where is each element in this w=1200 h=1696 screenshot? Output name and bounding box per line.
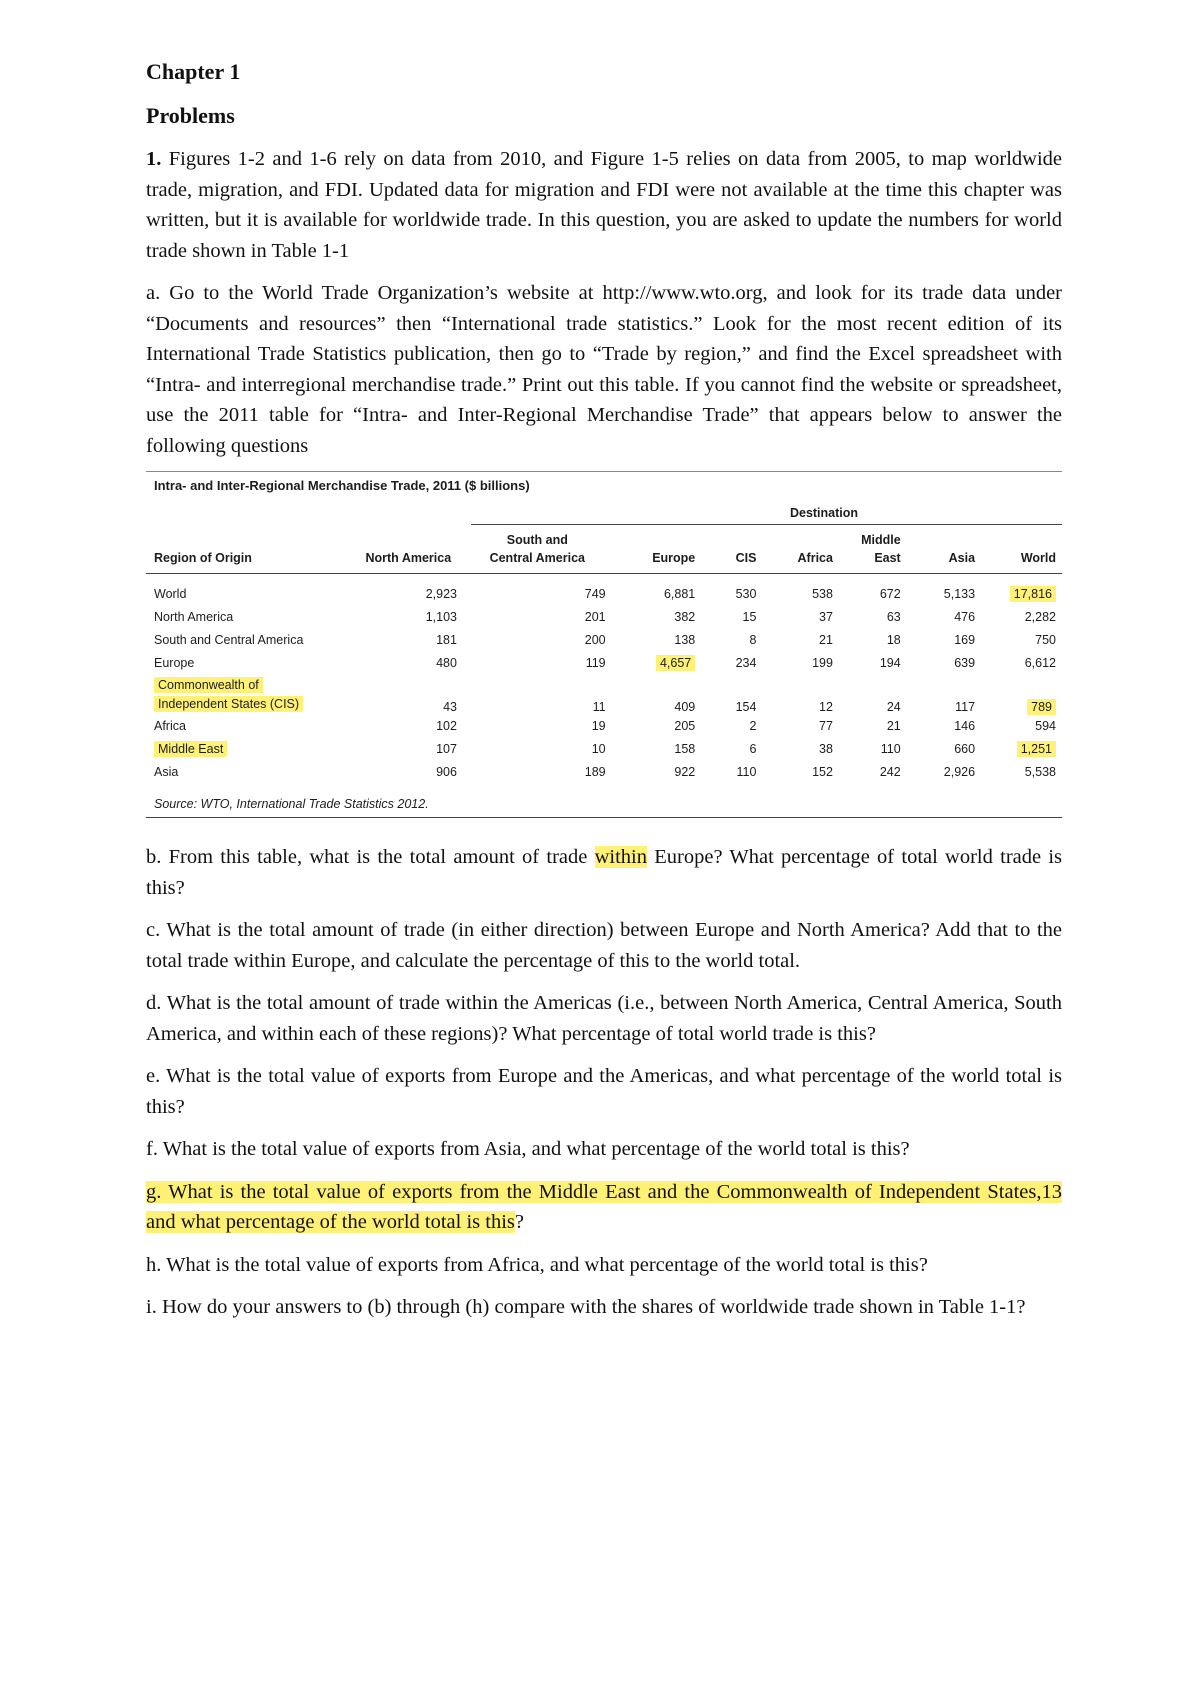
cell: 2 (749, 718, 757, 733)
trade-data-table (146, 525, 1062, 783)
question-a: a. Go to the World Trade Organization’s website at http://www.wto.org, and look for its trade data under “Documents and resources” then “International trade statistics.” Look for the most recent edition of its International Trade Statistics publication, then go to “Trade by region,” and find the Excel spreadsheet with “Intra- and interregional merchandise trade.” Print out this table. If you cannot find the website or spreadsheet, use the 2011 table for “Intra- and Inter-Regional Merchandise Trade” that appears below to answer the following questions (146, 282, 1062, 457)
cell: 639 (954, 655, 976, 670)
cell: 594 (1035, 718, 1056, 733)
cell: 119 (585, 655, 606, 670)
cell: 5,538 (1024, 764, 1056, 779)
cell: 749 (584, 586, 606, 601)
question-i: i. How do your answers to (b) through (h) compare with the shares of worldwide trade shown in Table 1-1? (146, 1296, 1026, 1318)
cell: 476 (954, 609, 976, 624)
highlighted-value: 1,251 (1017, 741, 1056, 757)
cell: 1,103 (425, 609, 457, 624)
cell: 660 (954, 741, 976, 756)
cell: 530 (735, 586, 757, 601)
cell: 409 (674, 700, 696, 714)
cell: 63 (886, 609, 901, 624)
cell: 102 (436, 718, 457, 733)
cell: 154 (735, 700, 757, 714)
question-e: e. What is the total value of exports from Europe and the Americas, and what percentage of the world total is this? (146, 1065, 1062, 1118)
cell: 181 (436, 632, 457, 647)
cell: 110 (736, 764, 757, 779)
table-row (146, 760, 1062, 783)
problem-1-intro (146, 144, 1062, 266)
row-region: Asia (154, 764, 179, 779)
cell: 480 (436, 655, 457, 670)
table-row (146, 674, 1062, 714)
cell-me-world (981, 737, 1062, 760)
cell: 158 (674, 741, 696, 756)
table-row (146, 582, 1062, 605)
table-row (146, 737, 1062, 760)
row-region-middle-east (146, 737, 354, 760)
highlighted-text: within (594, 846, 647, 868)
highlighted-value: Commonwealth of (154, 677, 263, 693)
cell: 6 (749, 741, 757, 756)
highlighted-value: Middle East (154, 741, 227, 757)
col-region: Region of Origin (154, 551, 252, 565)
problem-number: 1. (146, 148, 162, 170)
cell: 15 (742, 609, 757, 624)
question-b-text-1: b. From this table, what is the total amount of trade (146, 846, 595, 868)
table-source: Source: WTO, International Trade Statistics 2012. (146, 783, 1062, 818)
cell: 11 (592, 700, 606, 714)
cell: 6,881 (663, 586, 696, 601)
highlighted-value: 4,657 (656, 655, 695, 671)
cell: 5,133 (943, 586, 976, 601)
col-sca-line2: Central America (489, 551, 585, 565)
cell: 205 (674, 718, 696, 733)
cell: 382 (674, 609, 696, 624)
cell-world-total (981, 582, 1062, 605)
cell: 2,926 (943, 764, 976, 779)
cell: 194 (879, 655, 901, 670)
table-row (146, 714, 1062, 737)
cell: 201 (584, 609, 606, 624)
cell-cis-world (981, 674, 1062, 714)
cell: 138 (674, 632, 696, 647)
cell: 146 (954, 718, 976, 733)
cell: 21 (886, 718, 901, 733)
cell: 672 (879, 586, 901, 601)
cell: 8 (749, 632, 757, 647)
highlighted-value: 17,816 (1010, 586, 1056, 602)
col-sca-line1: South and (506, 533, 568, 547)
row-region: World (154, 586, 187, 601)
row-region: Africa (154, 718, 186, 733)
table-header-row (146, 525, 1062, 574)
cell: 922 (674, 764, 696, 779)
problem-1-text: Figures 1-2 and 1-6 rely on data from 2010, and Figure 1-5 relies on data from 2005, to map worldwide trade, migration, and FDI. Updated data for migration and FDI were not available at the time this chapter was written, but it is available for worldwide trade. In this question, you are asked to update the numbers for world trade shown in Table 1-1 (146, 148, 1062, 262)
cell: 242 (879, 764, 901, 779)
col-africa: Africa (797, 551, 833, 565)
col-me-line1: Middle (861, 533, 901, 547)
question-b (146, 842, 1062, 903)
destination-label: Destination (789, 506, 859, 520)
cell: 750 (1035, 632, 1056, 647)
cell: 37 (819, 609, 833, 624)
cell: 18 (886, 632, 901, 647)
cell: 199 (812, 655, 833, 670)
cell: 2,923 (425, 586, 457, 601)
col-me-line2: East (874, 551, 901, 565)
question-c: c. What is the total amount of trade (in either direction) between Europe and North America? Add that to the total trade within Europe, and calculate the percentage of this to the world total. (146, 919, 1062, 972)
question-g (146, 1177, 1062, 1238)
col-europe: Europe (652, 551, 696, 565)
table-caption: Intra- and Inter-Regional Merchandise Trade, 2011 ($ billions) (154, 478, 530, 493)
cell: 24 (886, 700, 901, 714)
question-d: d. What is the total amount of trade within the Americas (i.e., between North America, Central America, South America, and within each of these regions)? What percentage of total world trade is this? (146, 992, 1062, 1045)
section-title: Problems (146, 103, 235, 128)
question-f: f. What is the total value of exports from Asia, and what percentage of the world total is this? (146, 1138, 910, 1160)
cell-europe-within (612, 651, 702, 674)
col-cis: CIS (735, 551, 757, 565)
cell: 77 (819, 718, 833, 733)
trade-table (146, 471, 1062, 818)
cell: 6,612 (1024, 655, 1056, 670)
cell: 906 (436, 764, 457, 779)
row-region: Europe (154, 655, 195, 670)
cell: 189 (584, 764, 606, 779)
cell: 12 (819, 700, 833, 714)
row-region-cis (146, 674, 354, 714)
col-south-central-america (463, 525, 612, 574)
table-row (146, 651, 1062, 674)
cell: 107 (436, 741, 457, 756)
highlighted-text: g. What is the total value of exports from the Middle East and the Commonwealth of Independent States,13 and what percentage of the world total is this (146, 1180, 1062, 1233)
highlighted-value: 789 (1027, 699, 1056, 715)
col-asia: Asia (948, 551, 976, 565)
cell: 169 (954, 632, 976, 647)
cell: 43 (443, 700, 457, 714)
row-region: South and Central America (154, 632, 304, 647)
cell: 10 (591, 741, 606, 756)
table-row (146, 628, 1062, 651)
document-page (146, 58, 1062, 1323)
cell: 200 (584, 632, 606, 647)
cell: 21 (819, 632, 833, 647)
cell: 19 (591, 718, 606, 733)
cell: 152 (812, 764, 833, 779)
cell: 38 (819, 741, 833, 756)
col-north-america: North America (365, 551, 452, 565)
col-world: World (1020, 551, 1056, 565)
question-g-end: ? (514, 1211, 524, 1233)
highlighted-value: Independent States (CIS) (154, 696, 303, 712)
col-middle-east (839, 525, 907, 574)
row-region: North America (154, 609, 234, 624)
cell: 117 (955, 700, 976, 714)
question-b-text-2: Europe? What percentage of total world trade is this? (146, 846, 1063, 899)
cell: 234 (735, 655, 757, 670)
table-row (146, 605, 1062, 628)
chapter-title: Chapter 1 (146, 59, 241, 84)
cell: 110 (880, 741, 901, 756)
cell: 538 (812, 586, 833, 601)
question-h: h. What is the total value of exports from Africa, and what percentage of the world total is this? (146, 1253, 928, 1276)
cell: 2,282 (1024, 609, 1056, 624)
